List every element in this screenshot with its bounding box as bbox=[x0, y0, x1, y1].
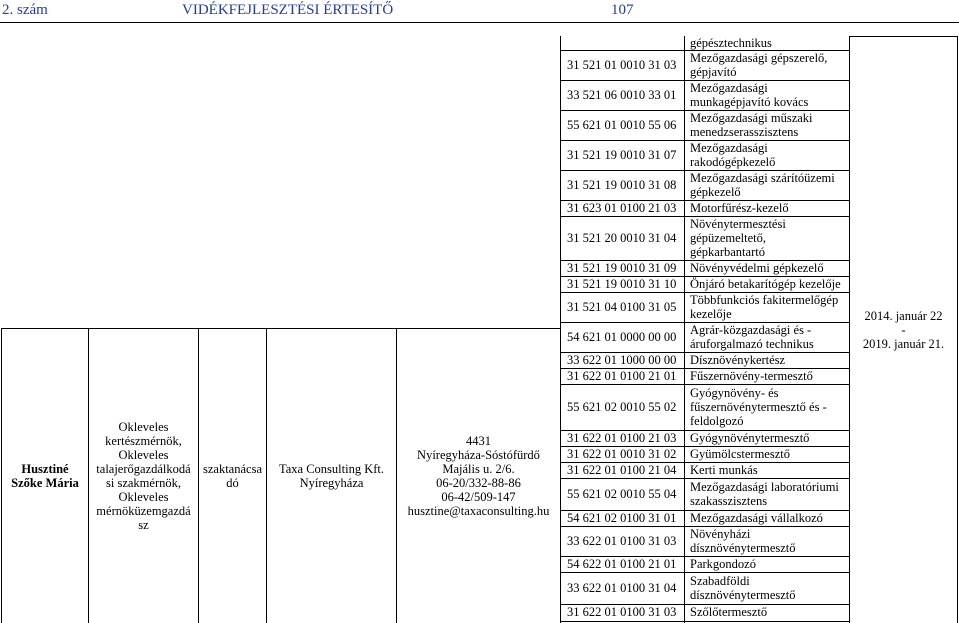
qualification-code: 31 521 04 0100 31 05 bbox=[567, 300, 677, 314]
table-right-border bbox=[957, 36, 958, 623]
qualification-name: Fűszernövény-termesztő bbox=[690, 369, 813, 383]
qualification-name: Agrár-közgazdasági és - áruforgalmazó technikus bbox=[690, 323, 814, 351]
column-divider bbox=[684, 36, 685, 623]
expert-contact: 4431 Nyíregyháza-Sóstófürdő Majális u. 2/6. 06-20/332-88-86 06-42/509-147 husztine@taxaconsulting.hu bbox=[407, 433, 550, 518]
expert-role: szaktanácsa dó bbox=[203, 461, 262, 490]
row-border bbox=[560, 478, 849, 479]
qualification-name: Gyógynövénytermesztő bbox=[690, 431, 810, 445]
qualification-code: 33 521 06 0010 33 01 bbox=[567, 88, 677, 102]
qualification-name: Többfunkciós fakitermelőgép kezelője bbox=[690, 293, 839, 321]
page-header bbox=[0, 0, 959, 24]
qualification-name: Szőlőtermesztő bbox=[690, 605, 768, 619]
qualification-code: 31 521 20 0010 31 04 bbox=[567, 231, 677, 245]
qualification-name: Növényházi dísznövénytermesztő bbox=[690, 527, 796, 555]
qualification-code: 55 621 02 0010 55 04 bbox=[567, 487, 677, 501]
qualification-code: 31 622 01 0100 21 03 bbox=[567, 431, 677, 445]
expert-name: Husztiné Szőke Mária bbox=[11, 461, 79, 490]
qualification-code: 31 521 19 0010 31 07 bbox=[567, 148, 677, 162]
qualification-code: 55 621 02 0010 55 02 bbox=[567, 400, 677, 414]
qualification-code: 31 622 01 0100 31 03 bbox=[567, 605, 677, 619]
qualification-code: 33 622 01 1000 00 00 bbox=[567, 353, 677, 367]
qualification-code: 31 521 19 0010 31 10 bbox=[567, 277, 677, 291]
qualification-name: gépésztechnikus bbox=[690, 36, 772, 50]
row-border bbox=[560, 384, 849, 385]
issue-number: 2. szám bbox=[2, 2, 48, 18]
qualification-code: 31 521 01 0010 31 03 bbox=[567, 58, 677, 72]
qualification-code: 31 521 19 0010 31 08 bbox=[567, 178, 677, 192]
qualification-code: 31 622 01 0010 31 02 bbox=[567, 447, 677, 461]
qualification-code: 54 622 01 0100 21 01 bbox=[567, 557, 677, 571]
qualification-name: Mezőgazdasági szárítóüzemi gépkezelő bbox=[690, 171, 835, 199]
journal-title: VIDÉKFEJLESZTÉSI ÉRTESÍTŐ bbox=[182, 2, 394, 18]
qualification-name: Parkgondozó bbox=[690, 557, 756, 571]
qualification-name: Mezőgazdasági műszaki menedzserasszisztens bbox=[690, 111, 813, 139]
qualification-name: Gyümölcstermesztő bbox=[690, 447, 790, 461]
qualification-code: 33 622 01 0100 31 04 bbox=[567, 581, 677, 595]
qualification-code: 55 621 01 0010 55 06 bbox=[567, 118, 677, 132]
expert-company: Taxa Consulting Kft. Nyíregyháza bbox=[278, 461, 385, 490]
qualification-code: 31 521 19 0010 31 09 bbox=[567, 261, 677, 275]
qualification-name: Mezőgazdasági gépszerelő, gépjavító bbox=[690, 51, 828, 79]
qualification-code: 31 622 01 0100 21 04 bbox=[567, 463, 677, 477]
qualification-name: Önjáró betakarítógép kezelője bbox=[690, 277, 841, 291]
qualification-name: Növénytermesztési gépüzemeltető, gépkarbantartó bbox=[690, 217, 786, 259]
qualification-code: 31 622 01 0100 21 01 bbox=[567, 369, 677, 383]
expert-qualification: Okleveles kertészmérnök, Okleveles talajerőgazdálkodá si szakmérnök, Okleveles mérnöküzemgazdá sz bbox=[96, 419, 191, 532]
qualification-code: 31 623 01 0100 21 03 bbox=[567, 201, 677, 215]
header-rule bbox=[0, 22, 959, 23]
qualification-name: Kerti munkás bbox=[690, 463, 758, 477]
qualification-code: 54 621 02 0100 31 01 bbox=[567, 511, 677, 525]
qualification-code: 33 622 01 0100 31 03 bbox=[567, 534, 677, 548]
row-border bbox=[560, 572, 849, 573]
qualification-name: Mezőgazdasági vállalkozó bbox=[690, 511, 823, 525]
qualification-name: Gyógynövény- és fűszernövénytermesztő és - feldolgozó bbox=[690, 386, 827, 428]
qualification-name: Mezőgazdasági rakodógépkezelő bbox=[690, 141, 776, 169]
column-divider bbox=[560, 36, 561, 623]
row-border bbox=[560, 621, 849, 622]
qualification-name: Motorfűrész-kezelő bbox=[690, 201, 789, 215]
qualification-name: Mezőgazdasági laboratóriumi szakasszisztens bbox=[690, 480, 839, 508]
qualification-code: 54 621 01 0000 00 00 bbox=[567, 330, 677, 344]
page-number: 107 bbox=[611, 2, 634, 18]
qualification-name: Szabadföldi dísznövénytermesztő bbox=[690, 574, 796, 602]
qualification-name: Dísznövénykertész bbox=[690, 353, 786, 367]
qualification-name: Növényvédelmi gépkezelő bbox=[690, 261, 824, 275]
validity-period: 2014. január 22 - 2019. január 21. bbox=[862, 308, 945, 351]
qualification-name: Mezőgazdasági munkagépjavító kovács bbox=[690, 81, 809, 109]
